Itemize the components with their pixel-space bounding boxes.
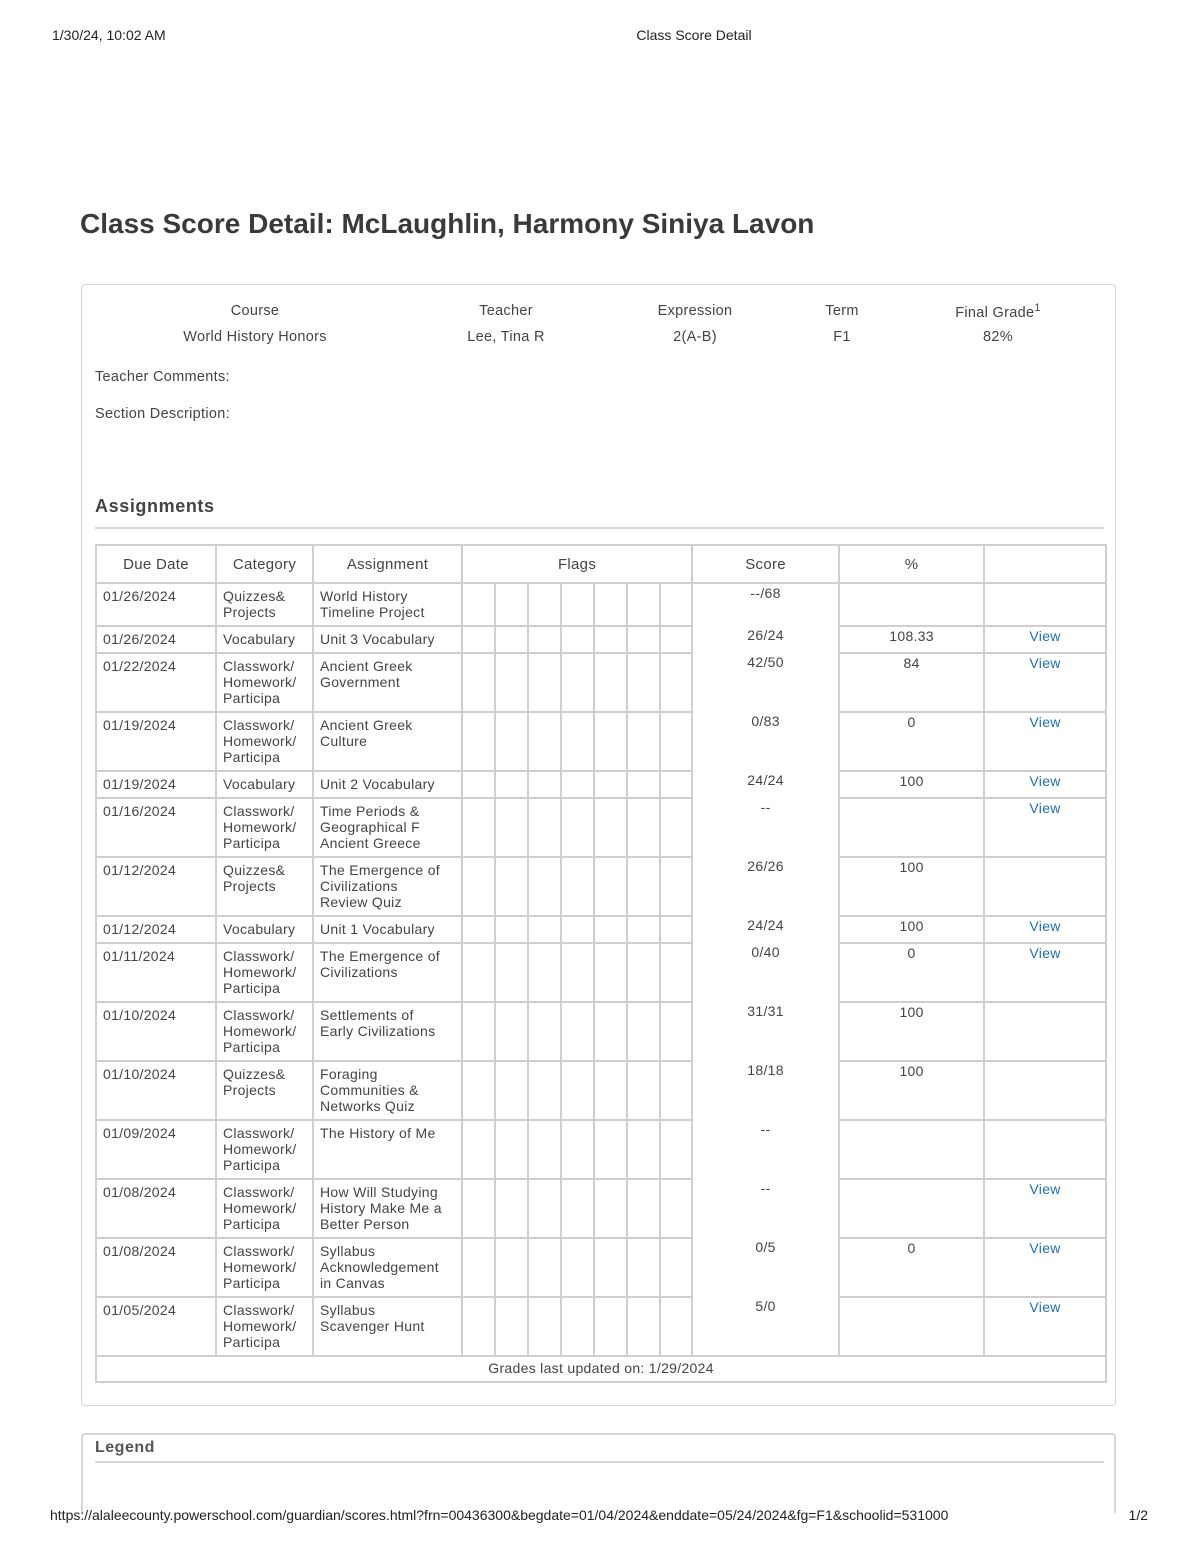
category-cell: Vocabulary [216, 626, 313, 653]
expression-value: 2(A-B) [673, 328, 717, 345]
flag-cell [528, 1061, 561, 1120]
assignment-name-cell: Unit 3 Vocabulary [313, 626, 462, 653]
flag-cell [462, 771, 495, 798]
assignment-name-cell: Syllabus Acknowledgement in Canvas [313, 1238, 462, 1297]
legend-panel [81, 1433, 1116, 1513]
view-cell [984, 712, 1106, 771]
score-header[interactable]: Score [692, 545, 839, 583]
flag-cell [528, 857, 561, 916]
category-cell: Vocabulary [216, 771, 313, 798]
assignment-name-cell: Settlements of Early Civilizations [313, 1002, 462, 1061]
due-date-cell: 01/12/2024 [96, 916, 216, 943]
flag-cell [495, 583, 528, 626]
flag-cell [462, 943, 495, 1002]
due-date-cell: 01/26/2024 [96, 583, 216, 626]
print-title: Class Score Detail [636, 27, 752, 43]
flag-cell [660, 1002, 692, 1061]
teacher-comments-label: Teacher Comments: [95, 369, 230, 385]
flag-cell [627, 626, 660, 653]
category-cell: Classwork/ Homework/ Participa [216, 653, 313, 712]
flag-cell [528, 712, 561, 771]
flags-header: Flags [462, 545, 692, 583]
flag-cell [660, 583, 692, 626]
flag-cell [561, 1238, 594, 1297]
flag-cell [660, 653, 692, 712]
flag-cell [627, 653, 660, 712]
flag-cell [561, 583, 594, 626]
term-value: F1 [833, 328, 851, 345]
flag-cell [495, 1002, 528, 1061]
score-cell: 5/0 [692, 1297, 839, 1356]
flag-cell [627, 1179, 660, 1238]
score-cell: 31/31 [692, 1002, 839, 1061]
due-date-cell: 01/11/2024 [96, 943, 216, 1002]
assignment-name-cell: The Emergence of Civilizations Review Quiz [313, 857, 462, 916]
print-datetime: 1/30/24, 10:02 AM [52, 27, 166, 43]
score-cell: 24/24 [692, 771, 839, 798]
due-date-cell: 01/19/2024 [96, 771, 216, 798]
flag-cell [462, 798, 495, 857]
flag-cell [495, 771, 528, 798]
flag-cell [594, 712, 627, 771]
flag-cell [594, 653, 627, 712]
flag-cell [561, 1002, 594, 1061]
assignment-row [96, 857, 1106, 916]
score-cell: 24/24 [692, 916, 839, 943]
flag-cell [462, 1002, 495, 1061]
percent-cell: 100 [839, 916, 984, 943]
flag-cell [660, 857, 692, 916]
view-cell [984, 916, 1106, 943]
due-date-cell: 01/22/2024 [96, 653, 216, 712]
percent-cell: 100 [839, 1061, 984, 1120]
flag-cell [528, 653, 561, 712]
flag-cell [627, 943, 660, 1002]
view-cell [984, 1061, 1106, 1120]
flag-cell [660, 916, 692, 943]
flag-cell [462, 857, 495, 916]
flag-cell [462, 916, 495, 943]
due-date-cell: 01/08/2024 [96, 1238, 216, 1297]
score-cell: -- [692, 1120, 839, 1179]
category-cell: Quizzes& Projects [216, 583, 313, 626]
flag-cell [594, 1179, 627, 1238]
assignment-row [96, 1120, 1106, 1179]
assignment-row [96, 583, 1106, 626]
category-cell: Classwork/ Homework/ Participa [216, 1297, 313, 1356]
flag-cell [660, 1061, 692, 1120]
assignments-body [96, 583, 1106, 1356]
term-header: Term [825, 303, 859, 320]
flag-cell [594, 1120, 627, 1179]
assignment-name-cell: Syllabus Scavenger Hunt [313, 1297, 462, 1356]
final-grade-footnote: 1 [1034, 302, 1041, 314]
view-cell [984, 857, 1106, 916]
print-url: https://alaleecounty.powerschool.com/guardian/scores.html?frn=00436300&begdate=01/04/2024&enddate=05/24/2024&fg=F1&schoolid=531000 [50, 1507, 949, 1523]
category-cell: Classwork/ Homework/ Participa [216, 1120, 313, 1179]
assignment-row [96, 1179, 1106, 1238]
score-cell: --/68 [692, 583, 839, 626]
flag-cell [561, 857, 594, 916]
category-cell: Classwork/ Homework/ Participa [216, 712, 313, 771]
flag-cell [594, 583, 627, 626]
flag-cell [627, 798, 660, 857]
assignment-row [96, 798, 1106, 857]
percent-cell: 0 [839, 1238, 984, 1297]
view-link[interactable]: View [1029, 945, 1061, 961]
score-cell: 26/24 [692, 626, 839, 653]
flag-cell [594, 1238, 627, 1297]
due-date-cell: 01/10/2024 [96, 1061, 216, 1120]
flag-cell [660, 771, 692, 798]
score-cell: 26/26 [692, 857, 839, 916]
view-cell [984, 943, 1106, 1002]
flag-cell [561, 798, 594, 857]
view-link[interactable]: View [1029, 773, 1061, 789]
flag-cell [627, 1297, 660, 1356]
percent-cell: 108.33 [839, 626, 984, 653]
flag-cell [495, 712, 528, 771]
flag-cell [594, 916, 627, 943]
flag-cell [594, 626, 627, 653]
due-date-cell: 01/08/2024 [96, 1179, 216, 1238]
flag-cell [528, 1297, 561, 1356]
page-title: Class Score Detail: McLaughlin, Harmony Siniya Lavon [80, 208, 815, 239]
flag-cell [561, 1120, 594, 1179]
assignments-header-row [96, 545, 1106, 583]
flag-cell [594, 1061, 627, 1120]
flag-cell [627, 1002, 660, 1061]
assignment-row [96, 916, 1106, 943]
assignment-row [96, 943, 1106, 1002]
flag-cell [627, 1061, 660, 1120]
teacher-header: Teacher [479, 303, 533, 320]
flag-cell [561, 771, 594, 798]
flag-cell [561, 1179, 594, 1238]
view-link[interactable]: View [1029, 1181, 1061, 1197]
view-cell [984, 1297, 1106, 1356]
category-cell: Quizzes& Projects [216, 1061, 313, 1120]
flag-cell [660, 798, 692, 857]
assignment-row [96, 626, 1106, 653]
section-description-label: Section Description: [95, 406, 230, 422]
assignment-name-cell: The History of Me [313, 1120, 462, 1179]
legend-divider [95, 1461, 1104, 1463]
view-link[interactable]: View [1029, 628, 1061, 644]
flag-cell [462, 653, 495, 712]
flag-cell [462, 1238, 495, 1297]
due-date-cell: 01/26/2024 [96, 626, 216, 653]
due-date-header[interactable]: Due Date [96, 545, 216, 583]
view-cell [984, 798, 1106, 857]
flag-cell [495, 1179, 528, 1238]
flag-cell [660, 1238, 692, 1297]
percent-cell [839, 798, 984, 857]
flag-cell [528, 583, 561, 626]
flag-cell [561, 653, 594, 712]
percent-cell: 0 [839, 712, 984, 771]
score-cell: 42/50 [692, 653, 839, 712]
flag-cell [561, 1297, 594, 1356]
flag-cell [462, 712, 495, 771]
flag-cell [495, 1297, 528, 1356]
assignment-name-cell: Foraging Communities & Networks Quiz [313, 1061, 462, 1120]
percent-cell: 0 [839, 943, 984, 1002]
assignment-name-cell: Ancient Greek Culture [313, 712, 462, 771]
category-header[interactable]: Category [216, 545, 313, 583]
flag-cell [462, 626, 495, 653]
flag-cell [528, 916, 561, 943]
course-name: World History Honors [183, 328, 327, 345]
score-cell: -- [692, 798, 839, 857]
flag-cell [462, 1061, 495, 1120]
view-cell [984, 1179, 1106, 1238]
flag-cell [495, 1120, 528, 1179]
score-cell: 0/83 [692, 712, 839, 771]
due-date-cell: 01/05/2024 [96, 1297, 216, 1356]
flag-cell [528, 1179, 561, 1238]
view-cell [984, 771, 1106, 798]
flag-cell [627, 1238, 660, 1297]
flag-cell [528, 1120, 561, 1179]
assignment-row [96, 1002, 1106, 1061]
course-header: Course [230, 303, 280, 320]
assignment-row [96, 1061, 1106, 1120]
flag-cell [561, 626, 594, 653]
flag-cell [660, 943, 692, 1002]
flag-cell [495, 1238, 528, 1297]
category-cell: Quizzes& Projects [216, 857, 313, 916]
flag-cell [660, 626, 692, 653]
flag-cell [660, 712, 692, 771]
view-cell [984, 583, 1106, 626]
flag-cell [627, 583, 660, 626]
category-cell: Classwork/ Homework/ Participa [216, 1238, 313, 1297]
view-link[interactable]: View [1029, 918, 1061, 934]
flag-cell [528, 1238, 561, 1297]
percent-cell [839, 583, 984, 626]
flag-cell [660, 1297, 692, 1356]
assignments-heading: Assignments [95, 496, 1104, 529]
assignment-name-cell: Unit 1 Vocabulary [313, 916, 462, 943]
flag-cell [594, 943, 627, 1002]
assignment-name-cell: Time Periods & Geographical F Ancient Greece [313, 798, 462, 857]
flag-cell [594, 1297, 627, 1356]
flag-cell [495, 798, 528, 857]
category-cell: Vocabulary [216, 916, 313, 943]
flag-cell [594, 1002, 627, 1061]
view-link[interactable]: View [1029, 655, 1061, 671]
flag-cell [462, 583, 495, 626]
view-link[interactable]: View [1029, 1299, 1061, 1315]
due-date-cell: 01/10/2024 [96, 1002, 216, 1061]
flag-cell [594, 857, 627, 916]
flag-cell [528, 626, 561, 653]
score-cell: 0/5 [692, 1238, 839, 1297]
expression-header: Expression [657, 303, 733, 320]
flag-cell [462, 1179, 495, 1238]
percent-cell [839, 1120, 984, 1179]
assignment-name-cell: Ancient Greek Government [313, 653, 462, 712]
flag-cell [561, 1061, 594, 1120]
flag-cell [627, 916, 660, 943]
view-cell [984, 1002, 1106, 1061]
course-info-table [95, 300, 1105, 347]
flag-cell [495, 857, 528, 916]
assignment-row [96, 1297, 1106, 1356]
flag-cell [495, 653, 528, 712]
assignment-row [96, 1238, 1106, 1297]
due-date-cell: 01/12/2024 [96, 857, 216, 916]
percent-cell: 100 [839, 771, 984, 798]
score-cell: -- [692, 1179, 839, 1238]
due-date-cell: 01/16/2024 [96, 798, 216, 857]
legend-title: Legend [95, 1439, 155, 1456]
view-cell [984, 653, 1106, 712]
percent-cell [839, 1297, 984, 1356]
flag-cell [528, 943, 561, 1002]
view-cell [984, 626, 1106, 653]
flag-cell [462, 1297, 495, 1356]
teacher-name: Lee, Tina R [467, 328, 545, 345]
assignment-name-cell: Unit 2 Vocabulary [313, 771, 462, 798]
category-cell: Classwork/ Homework/ Participa [216, 943, 313, 1002]
flag-cell [594, 798, 627, 857]
score-cell: 0/40 [692, 943, 839, 1002]
assignment-row [96, 653, 1106, 712]
category-cell: Classwork/ Homework/ Participa [216, 1179, 313, 1238]
assignment-name-cell: The Emergence of Civilizations [313, 943, 462, 1002]
print-page-number: 1/2 [1128, 1507, 1148, 1523]
view-link[interactable]: View [1029, 714, 1061, 730]
flag-cell [528, 1002, 561, 1061]
flag-cell [528, 771, 561, 798]
flag-cell [561, 916, 594, 943]
flag-cell [495, 916, 528, 943]
print-header [0, 27, 1200, 45]
due-date-cell: 01/19/2024 [96, 712, 216, 771]
percent-header[interactable]: % [839, 545, 984, 583]
due-date-cell: 01/09/2024 [96, 1120, 216, 1179]
flag-cell [495, 626, 528, 653]
flag-cell [495, 943, 528, 1002]
view-link[interactable]: View [1029, 1240, 1061, 1256]
category-cell: Classwork/ Homework/ Participa [216, 1002, 313, 1061]
grades-updated: Grades last updated on: 1/29/2024 [96, 1356, 1106, 1382]
assignment-name-cell: How Will Studying History Make Me a Better Person [313, 1179, 462, 1238]
flag-cell [561, 712, 594, 771]
assignment-row [96, 712, 1106, 771]
flag-cell [528, 798, 561, 857]
percent-cell: 84 [839, 653, 984, 712]
percent-cell: 100 [839, 857, 984, 916]
flag-cell [627, 712, 660, 771]
assignment-header[interactable]: Assignment [313, 545, 462, 583]
final-grade-value: 82% [983, 328, 1013, 345]
final-grade-header: Final Grade$^1$ [955, 302, 1041, 321]
view-link[interactable]: View [1029, 800, 1061, 816]
flag-cell [660, 1179, 692, 1238]
view-cell [984, 1238, 1106, 1297]
assignments-table [95, 544, 1107, 1383]
view-header [984, 545, 1106, 583]
assignment-row [96, 771, 1106, 798]
flag-cell [627, 771, 660, 798]
flag-cell [594, 771, 627, 798]
view-cell [984, 1120, 1106, 1179]
flag-cell [561, 943, 594, 1002]
flag-cell [495, 1061, 528, 1120]
flag-cell [627, 857, 660, 916]
category-cell: Classwork/ Homework/ Participa [216, 798, 313, 857]
percent-cell: 100 [839, 1002, 984, 1061]
flag-cell [627, 1120, 660, 1179]
assignment-name-cell: World History Timeline Project [313, 583, 462, 626]
flag-cell [462, 1120, 495, 1179]
percent-cell [839, 1179, 984, 1238]
flag-cell [660, 1120, 692, 1179]
score-cell: 18/18 [692, 1061, 839, 1120]
